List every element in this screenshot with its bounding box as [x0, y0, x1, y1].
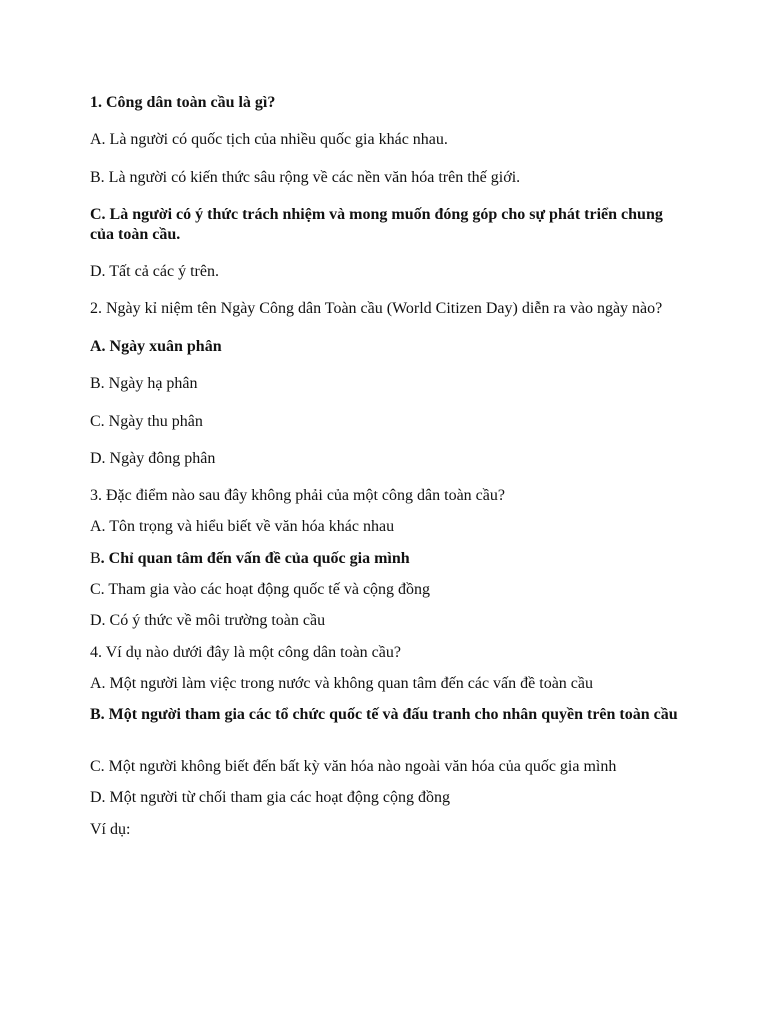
q1-option-b: B. Là người có kiến thức sâu rộng về các nền văn hóa trên thế giới.: [90, 169, 521, 186]
q1-option-d: D. Tất cả các ý trên.: [90, 263, 219, 280]
q3-option-b-prefix: B: [90, 550, 101, 567]
q3-option-a: A. Tôn trọng và hiểu biết về văn hóa khác nhau: [90, 518, 395, 535]
question-2: 2. Ngày kỉ niệm tên Ngày Công dân Toàn cầu (World Citizen Day) diễn ra vào ngày nào?: [90, 300, 663, 317]
q3-option-c: C. Tham gia vào các hoạt động quốc tế và cộng đồng: [90, 581, 431, 598]
q1-option-c: C. Là người có ý thức trách nhiệm và mong muốn đóng góp cho sự phát triển chung của toàn cầu.: [90, 206, 663, 243]
q4-option-a: A. Một người làm việc trong nước và không quan tâm đến các vấn đề toàn cầu: [90, 675, 594, 692]
q2-option-c: C. Ngày thu phân: [90, 413, 203, 430]
q4-option-b: B. Một người tham gia các tổ chức quốc tế và đấu tranh cho nhân quyền trên toàn cầu: [90, 706, 678, 723]
q2-option-a: A. Ngày xuân phân: [90, 338, 222, 355]
q1-option-a: A. Là người có quốc tịch của nhiều quốc gia khác nhau.: [90, 131, 448, 148]
question-3: 3. Đặc điểm nào sau đây không phải của một công dân toàn cầu?: [90, 487, 505, 504]
q3-option-b-text: . Chỉ quan tâm đến vấn đề của quốc gia mình: [100, 550, 410, 567]
q4-option-c: C. Một người không biết đến bất kỳ văn hóa nào ngoài văn hóa của quốc gia mình: [90, 758, 617, 775]
q3-option-d: D. Có ý thức về môi trường toàn cầu: [90, 612, 326, 629]
q4-option-d: D. Một người từ chối tham gia các hoạt động cộng đồng: [90, 789, 450, 806]
q3-option-b: [90, 549, 690, 569]
q2-option-b: B. Ngày hạ phân: [90, 375, 198, 392]
question-4: 4. Ví dụ nào dưới đây là một công dân toàn cầu?: [90, 644, 401, 661]
question-1: 1. Công dân toàn cầu là gì?: [90, 94, 276, 111]
example-label: Ví dụ:: [90, 821, 131, 838]
q2-option-d: D. Ngày đông phân: [90, 450, 216, 467]
